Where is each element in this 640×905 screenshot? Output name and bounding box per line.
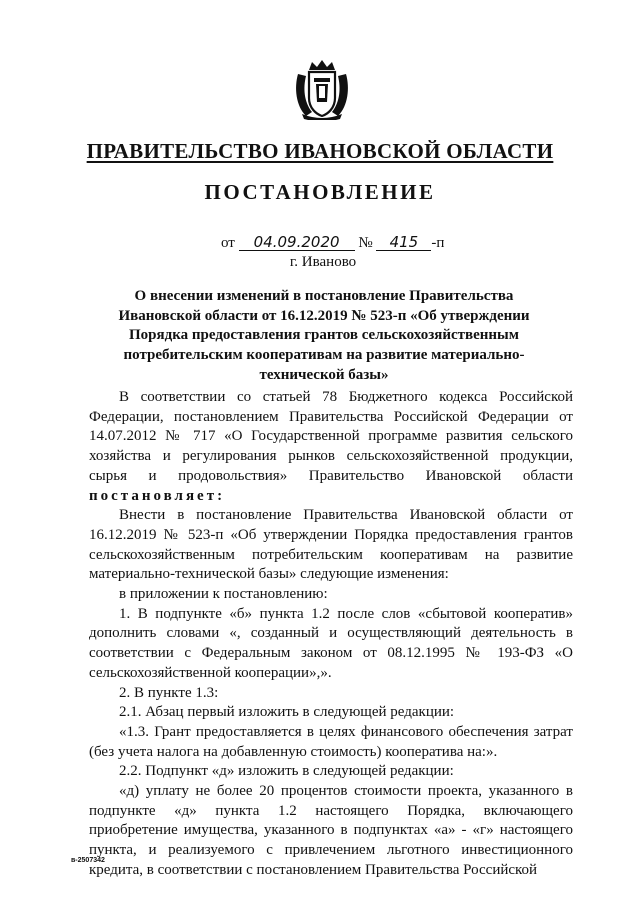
document-type: ПОСТАНОВЛЕНИЕ: [204, 180, 436, 204]
document-subject: О внесении изменений в постановление Правительства Ивановской области от 16.12.2019 № 523-п «Об утверждении Порядка предоставления грантов сельскохозяйственным потребительским кооперативам на развитие материально-технической базы»: [118, 288, 530, 383]
preamble-text: В соответствии со статьей 78 Бюджетного кодекса Российской Федерации, постановлением Правительства Российской Федерации от 14.07.2012 № 717 «О Государственной программе развития сельского хозяйства и регулирования рынков сельскохозяйственной продукции, сырья и продовольствия» Правительство Ивановской области: [89, 389, 573, 484]
resolves-word: постановляет:: [89, 487, 226, 504]
document-date: 04.09.2020: [239, 234, 355, 251]
preamble-paragraph: [89, 388, 573, 506]
paragraph: 2.1. Абзац первый изложить в следующей редакции:: [119, 704, 455, 721]
paragraph: Внести в постановление Правительства Ивановской области от 16.12.2019 № 523-п «Об утверждении Порядка предоставления грантов сельскохозяйственным потребительским кооперативам на развитие материально-технической базы» следующие изменения:: [89, 507, 573, 583]
date-number-line: [221, 234, 444, 252]
document-body: [89, 388, 573, 881]
number-suffix: -п: [431, 235, 445, 251]
paragraph: 1. В подпункте «б» пункта 1.2 после слов «сбытовой кооператив» дополнить словами «, созданный и осуществляющий деятельность в соответствии с Федеральным законом от 08.12.1995 № 193-ФЗ «О сельскохозяйственной кооперации»,».: [89, 605, 573, 681]
document-code: в-2507342: [71, 857, 105, 864]
paragraph: «1.3. Грант предоставляется в целях финансового обеспечения затрат (без учета налога на добавленную стоимость) кооператива на:».: [89, 723, 573, 760]
document-number: 415: [376, 234, 431, 251]
organization-title: ПРАВИТЕЛЬСТВО ИВАНОВСКОЙ ОБЛАСТИ: [86, 139, 554, 163]
date-prefix: от: [221, 235, 235, 251]
paragraph: «д) уплату не более 20 процентов стоимости проекта, указанного в подпункте «д» пункта 1.2 настоящего Порядка, включающего приобретение имущества, указанного в подпунктах «а» - «г» настоящего пункта, и реализуемого с привлечением льготного инвестиционного кредита, в соответствии с постановлением Правительства Российской: [89, 783, 573, 878]
paragraph: 2.2. Подпункт «д» изложить в следующей редакции:: [119, 763, 454, 780]
paragraph: в приложении к постановлению:: [119, 586, 328, 603]
ivanovo-coat-of-arms-icon: [292, 58, 352, 120]
city: г. Иваново: [289, 254, 357, 270]
number-prefix: №: [358, 235, 373, 251]
paragraph: 2. В пункте 1.3:: [119, 684, 219, 701]
